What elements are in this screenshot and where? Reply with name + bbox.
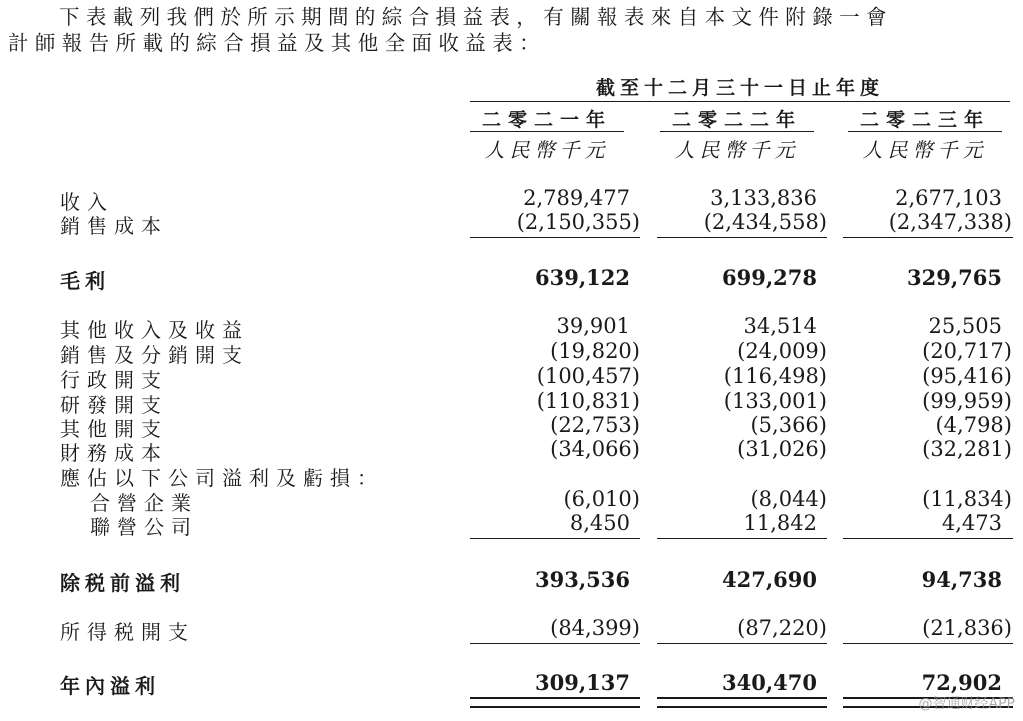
- intro-line-2: 計師報告所載的綜合損益及其他全面收益表：: [8, 31, 546, 55]
- value-2021: (34,066): [550, 437, 640, 461]
- value-2021: (2,150,355): [516, 210, 640, 234]
- table-row: [0, 487, 1023, 515]
- subtotal-rule: [470, 643, 640, 644]
- row-label: 收入: [60, 190, 114, 214]
- value-2022: (116,498): [723, 364, 827, 388]
- value-2021: 2,789,477: [523, 186, 630, 210]
- table-row: [0, 616, 1023, 644]
- row-label: 其他開支: [60, 417, 168, 441]
- value-2022: 11,842: [743, 511, 817, 535]
- value-2023: 94,738: [921, 567, 1002, 592]
- value-2022: 427,690: [722, 567, 817, 592]
- value-2022: (5,366): [750, 413, 827, 437]
- year-header-2023: 二零二三年: [859, 109, 990, 131]
- subtotal-rule: [843, 237, 1013, 238]
- value-2022: 3,133,836: [710, 186, 817, 210]
- period-header: 截至十二月三十一日止年度: [595, 77, 884, 99]
- value-2023: (20,717): [922, 339, 1012, 363]
- value-2022: (31,026): [737, 437, 827, 461]
- value-2021: (84,399): [550, 616, 640, 640]
- row-label: 銷售及分銷開支: [60, 343, 249, 367]
- value-2023: (2,347,338): [888, 210, 1012, 234]
- value-2023: 25,505: [928, 314, 1002, 338]
- value-2021: (100,457): [536, 364, 640, 388]
- value-2023: (21,836): [922, 616, 1012, 640]
- value-2021: 639,122: [535, 265, 630, 290]
- total-double-rule: [470, 697, 640, 708]
- subtotal-rule: [470, 237, 640, 238]
- value-2023: (99,959): [922, 389, 1012, 413]
- subtotal-rule: [657, 538, 827, 539]
- value-2023: (4,798): [935, 413, 1012, 437]
- intro-paragraph: [8, 4, 1008, 56]
- value-2021: (22,753): [550, 413, 640, 437]
- row-label: 財務成本: [60, 441, 168, 465]
- table-row: [0, 567, 1023, 595]
- value-2023: (32,281): [922, 437, 1012, 461]
- unit-label: 人民幣千元: [862, 138, 988, 162]
- value-2022: 34,514: [743, 314, 817, 338]
- value-2021: 39,901: [556, 314, 630, 338]
- value-2021: 8,450: [569, 511, 630, 535]
- value-2021: (110,831): [536, 389, 640, 413]
- table-row: [0, 314, 1023, 342]
- value-2023: 2,677,103: [895, 186, 1002, 210]
- table-row: [0, 511, 1023, 539]
- row-label: 銷售成本: [60, 214, 168, 238]
- table-row: [0, 339, 1023, 367]
- watermark: @智通财经APP: [918, 696, 1015, 712]
- table-row: [0, 265, 1023, 293]
- value-2023: (95,416): [922, 364, 1012, 388]
- value-2022: (8,044): [750, 487, 827, 511]
- table-row: [0, 462, 1023, 490]
- row-label: 行政開支: [60, 368, 168, 392]
- value-2023: (11,834): [922, 487, 1012, 511]
- intro-line-1: 下表載列我們於所示期間的綜合損益表，有關報表來自本文件附錄一會: [59, 5, 893, 29]
- table-row: [0, 413, 1023, 441]
- subtotal-rule: [657, 643, 827, 644]
- year-header-2022: 二零二二年: [671, 109, 802, 131]
- row-label: 所得税開支: [60, 620, 195, 644]
- row-label: 聯營公司: [90, 515, 198, 539]
- table-row: [0, 437, 1023, 465]
- year-rule: [470, 131, 624, 132]
- year-rule: [660, 131, 814, 132]
- value-2022: (24,009): [737, 339, 827, 363]
- period-rule: [470, 101, 1010, 102]
- row-label: 其他收入及收益: [60, 318, 249, 342]
- value-2022: (87,220): [737, 616, 827, 640]
- value-2022: (133,001): [723, 389, 827, 413]
- value-2022: 340,470: [722, 670, 817, 695]
- row-label: 應佔以下公司溢利及虧損：: [60, 466, 384, 490]
- year-header-2021: 二零二一年: [481, 109, 612, 131]
- value-2022: (2,434,558): [703, 210, 827, 234]
- table-row: [0, 364, 1023, 392]
- row-label: 毛利: [60, 269, 110, 293]
- year-rule: [848, 131, 1002, 132]
- value-2021: 309,137: [535, 670, 630, 695]
- value-2022: 699,278: [722, 265, 817, 290]
- row-label: 研發開支: [60, 393, 168, 417]
- row-label: 年內溢利: [60, 674, 160, 698]
- table-row: [0, 210, 1023, 238]
- value-2021: (6,010): [563, 487, 640, 511]
- row-label: 合營企業: [90, 491, 198, 515]
- unit-label: 人民幣千元: [674, 138, 800, 162]
- unit-label: 人民幣千元: [484, 138, 610, 162]
- value-2023: 4,473: [941, 511, 1002, 535]
- total-double-rule: [657, 697, 827, 708]
- table-row: [0, 389, 1023, 417]
- value-2023: 329,765: [907, 265, 1002, 290]
- subtotal-rule: [843, 643, 1013, 644]
- table-row: [0, 670, 1023, 698]
- table-row: [0, 186, 1023, 214]
- value-2021: 393,536: [535, 567, 630, 592]
- subtotal-rule: [843, 538, 1013, 539]
- value-2021: (19,820): [550, 339, 640, 363]
- value-2023: 72,902: [921, 670, 1002, 695]
- subtotal-rule: [470, 538, 640, 539]
- subtotal-rule: [657, 237, 827, 238]
- row-label: 除税前溢利: [60, 571, 185, 595]
